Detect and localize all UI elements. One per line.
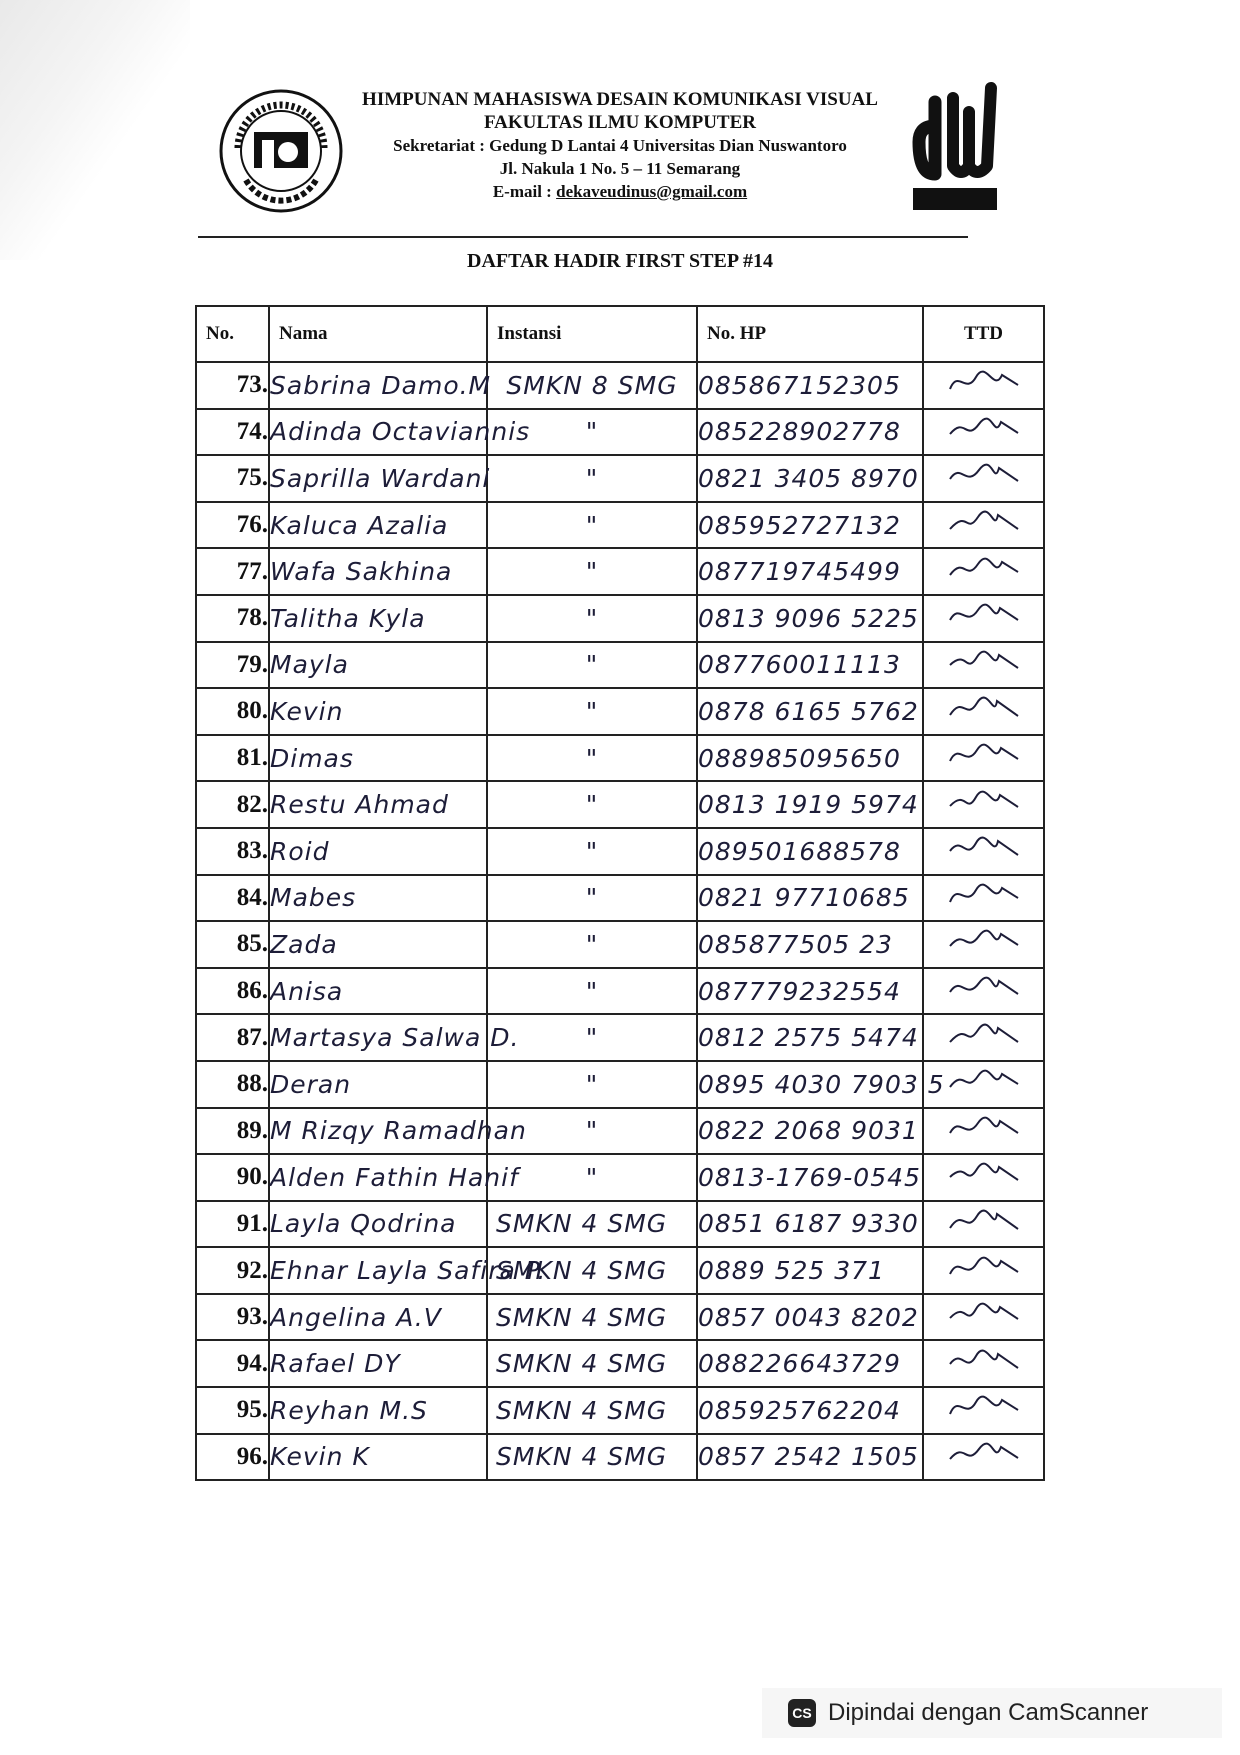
row-number: 76.: [196, 502, 269, 549]
header-ttd: TTD: [923, 306, 1044, 362]
row-institution: SMKN 8 SMG: [487, 362, 697, 409]
signature-scribble: [944, 598, 1024, 632]
row-phone: 085228902778: [697, 409, 923, 456]
signature-scribble: [944, 1018, 1024, 1052]
signature-scribble: [944, 365, 1024, 399]
row-name: Talitha Kyla: [269, 595, 487, 642]
row-phone: 085952727132: [697, 502, 923, 549]
row-number: 87.: [196, 1014, 269, 1061]
row-institution: SMKN 4 SMG: [487, 1387, 697, 1434]
row-number: 94.: [196, 1340, 269, 1387]
row-institution: ": [487, 1061, 697, 1108]
row-number: 88.: [196, 1061, 269, 1108]
header-no: No.: [196, 306, 269, 362]
table-row: [196, 1340, 1044, 1387]
row-number: 96.: [196, 1434, 269, 1481]
row-phone: 0889 525 371: [697, 1247, 923, 1294]
row-name: M Rizqy Ramadhan: [269, 1108, 487, 1155]
row-name: Saprilla Wardani: [269, 455, 487, 502]
table-row: [196, 1014, 1044, 1061]
table-row: [196, 921, 1044, 968]
row-name: Kaluca Azalia: [269, 502, 487, 549]
signature-scribble: [944, 1251, 1024, 1285]
row-institution: ": [487, 968, 697, 1015]
signature-scribble: [944, 552, 1024, 586]
signature-scribble: [944, 691, 1024, 725]
row-institution: ": [487, 409, 697, 456]
row-number: 91.: [196, 1201, 269, 1248]
row-institution: ": [487, 642, 697, 689]
row-signature: [923, 362, 1044, 409]
row-name: Mabes: [269, 875, 487, 922]
row-signature: [923, 921, 1044, 968]
table-row: [196, 548, 1044, 595]
row-institution: ": [487, 688, 697, 735]
street-address: Jl. Nakula 1 No. 5 – 11 Semarang: [499, 159, 741, 178]
row-signature: [923, 1108, 1044, 1155]
row-signature: [923, 875, 1044, 922]
table-row: [196, 735, 1044, 782]
table-row: [196, 642, 1044, 689]
row-signature: [923, 548, 1044, 595]
row-institution: SMKN 4 SMG: [487, 1434, 697, 1481]
row-name: Layla Qodrina: [269, 1201, 487, 1248]
row-phone: 0857 0043 8202: [697, 1294, 923, 1341]
table-row: [196, 595, 1044, 642]
row-phone: 0813 1919 5974: [697, 781, 923, 828]
row-signature: [923, 502, 1044, 549]
row-phone: 088226643729: [697, 1340, 923, 1387]
table-row: [196, 875, 1044, 922]
signature-scribble: [944, 1111, 1024, 1145]
table-row: [196, 1247, 1044, 1294]
table-row: [196, 1154, 1044, 1201]
table-row: [196, 1294, 1044, 1341]
row-signature: [923, 409, 1044, 456]
row-signature: [923, 595, 1044, 642]
email-line: [350, 180, 890, 203]
table-row: [196, 1387, 1044, 1434]
row-signature: [923, 1387, 1044, 1434]
row-phone: 0821 3405 8970: [697, 455, 923, 502]
row-name: Sabrina Damo.M: [269, 362, 487, 409]
signature-scribble: [944, 924, 1024, 958]
row-name: Angelina A.V: [269, 1294, 487, 1341]
scanner-text: Dipindai dengan CamScanner: [828, 1699, 1149, 1726]
row-phone: 085877505 23: [697, 921, 923, 968]
org-name: HIMPUNAN MAHASISWA DESAIN KOMUNIKASI VISUAL: [362, 89, 878, 110]
document-title: DAFTAR HADIR FIRST STEP #14: [467, 250, 773, 272]
row-institution: SMKN 4 SMG: [487, 1340, 697, 1387]
table-body: [196, 362, 1044, 1480]
row-phone: 0895 4030 7903 5: [697, 1061, 923, 1108]
row-signature: [923, 1340, 1044, 1387]
row-signature: [923, 642, 1044, 689]
signature-scribble: [944, 878, 1024, 912]
table-row: [196, 502, 1044, 549]
row-name: Adinda Octaviannis: [269, 409, 487, 456]
table-row: [196, 362, 1044, 409]
row-phone: 087760011113: [697, 642, 923, 689]
faculty-name: FAKULTAS ILMU KOMPUTER: [483, 112, 756, 133]
row-phone: 085867152305: [697, 362, 923, 409]
row-name: Ehnar Layla Safira P.: [269, 1247, 487, 1294]
row-name: Kevin: [269, 688, 487, 735]
row-institution: ": [487, 455, 697, 502]
university-seal-logo: [218, 88, 344, 214]
signature-scribble: [944, 831, 1024, 865]
row-signature: [923, 1201, 1044, 1248]
table-row: [196, 455, 1044, 502]
signature-scribble: [944, 1344, 1024, 1378]
row-number: 79.: [196, 642, 269, 689]
secretariat-address: Sekretariat : Gedung D Lantai 4 Universitas Dian Nuswantoro: [393, 136, 847, 155]
row-phone: 088985095650: [697, 735, 923, 782]
row-institution: ": [487, 548, 697, 595]
row-number: 84.: [196, 875, 269, 922]
signature-scribble: [944, 1157, 1024, 1191]
row-name: Wafa Sakhina: [269, 548, 487, 595]
table-header-row: [196, 306, 1044, 362]
table-row: [196, 1108, 1044, 1155]
row-institution: ": [487, 595, 697, 642]
row-number: 86.: [196, 968, 269, 1015]
header-no-hp: No. HP: [697, 306, 923, 362]
row-phone: 087719745499: [697, 548, 923, 595]
signature-scribble: [944, 738, 1024, 772]
row-number: 80.: [196, 688, 269, 735]
table-row: [196, 968, 1044, 1015]
table-row: [196, 409, 1044, 456]
row-name: Deran: [269, 1061, 487, 1108]
header-divider: [198, 236, 968, 238]
row-phone: 0813-1769-0545: [697, 1154, 923, 1201]
row-signature: [923, 1154, 1044, 1201]
row-signature: [923, 1294, 1044, 1341]
row-number: 74.: [196, 409, 269, 456]
email-address: dekaveudinus@gmail.com: [556, 182, 748, 201]
row-number: 85.: [196, 921, 269, 968]
row-number: 92.: [196, 1247, 269, 1294]
signature-scribble: [944, 1064, 1024, 1098]
row-name: Mayla: [269, 642, 487, 689]
header-nama: Nama: [269, 306, 487, 362]
row-institution: ": [487, 781, 697, 828]
row-phone: 0851 6187 9330: [697, 1201, 923, 1248]
row-phone: 0822 2068 9031: [697, 1108, 923, 1155]
row-institution: ": [487, 875, 697, 922]
table-row: [196, 781, 1044, 828]
row-institution: ": [487, 1154, 697, 1201]
row-institution: ": [487, 921, 697, 968]
row-number: 89.: [196, 1108, 269, 1155]
row-name: Rafael DY: [269, 1340, 487, 1387]
row-number: 83.: [196, 828, 269, 875]
table-row: [196, 688, 1044, 735]
row-phone: 0857 2542 1505: [697, 1434, 923, 1481]
row-number: 95.: [196, 1387, 269, 1434]
table-row: [196, 1434, 1044, 1481]
row-institution: SMKN 4 SMG: [487, 1294, 697, 1341]
row-number: 90.: [196, 1154, 269, 1201]
letterhead: [0, 0, 1240, 240]
table-row: [196, 828, 1044, 875]
dkv-logo: [905, 82, 1005, 214]
signature-scribble: [944, 1204, 1024, 1238]
row-number: 81.: [196, 735, 269, 782]
row-name: Reyhan M.S: [269, 1387, 487, 1434]
row-name: Anisa: [269, 968, 487, 1015]
signature-scribble: [944, 1437, 1024, 1471]
signature-scribble: [944, 971, 1024, 1005]
header-instansi: Instansi: [487, 306, 697, 362]
signature-scribble: [944, 1297, 1024, 1331]
organization-info: [350, 88, 890, 203]
row-institution: ": [487, 735, 697, 782]
row-number: 73.: [196, 362, 269, 409]
row-phone: 087779232554: [697, 968, 923, 1015]
row-phone: 0812 2575 5474: [697, 1014, 923, 1061]
row-signature: [923, 735, 1044, 782]
row-signature: [923, 688, 1044, 735]
row-phone: 0878 6165 5762: [697, 688, 923, 735]
row-number: 82.: [196, 781, 269, 828]
row-name: Roid: [269, 828, 487, 875]
row-signature: [923, 455, 1044, 502]
row-number: 75.: [196, 455, 269, 502]
row-number: 78.: [196, 595, 269, 642]
row-number: 93.: [196, 1294, 269, 1341]
row-institution: ": [487, 1014, 697, 1061]
row-signature: [923, 1434, 1044, 1481]
row-institution: ": [487, 828, 697, 875]
camscanner-icon: CS: [788, 1699, 816, 1727]
signature-scribble: [944, 458, 1024, 492]
row-name: Dimas: [269, 735, 487, 782]
row-signature: [923, 1014, 1044, 1061]
signature-scribble: [944, 645, 1024, 679]
row-phone: 0813 9096 5225: [697, 595, 923, 642]
email-label: E-mail :: [492, 182, 552, 201]
attendance-table: [195, 305, 1045, 1481]
table-row: [196, 1061, 1044, 1108]
scanner-watermark: [762, 1688, 1222, 1738]
row-institution: SMKN 4 SMG: [487, 1201, 697, 1248]
row-institution: ": [487, 502, 697, 549]
row-phone: 0821 97710685: [697, 875, 923, 922]
signature-scribble: [944, 785, 1024, 819]
row-name: Martasya Salwa D.: [269, 1014, 487, 1061]
row-name: Alden Fathin Hanif: [269, 1154, 487, 1201]
row-institution: SMKN 4 SMG: [487, 1247, 697, 1294]
row-signature: [923, 828, 1044, 875]
table-row: [196, 1201, 1044, 1248]
signature-scribble: [944, 412, 1024, 446]
signature-scribble: [944, 505, 1024, 539]
row-name: Zada: [269, 921, 487, 968]
row-name: Kevin K: [269, 1434, 487, 1481]
row-signature: [923, 1247, 1044, 1294]
signature-scribble: [944, 1390, 1024, 1424]
row-signature: [923, 781, 1044, 828]
row-phone: 089501688578: [697, 828, 923, 875]
row-phone: 085925762204: [697, 1387, 923, 1434]
row-number: 77.: [196, 548, 269, 595]
row-signature: [923, 968, 1044, 1015]
row-institution: ": [487, 1108, 697, 1155]
row-name: Restu Ahmad: [269, 781, 487, 828]
